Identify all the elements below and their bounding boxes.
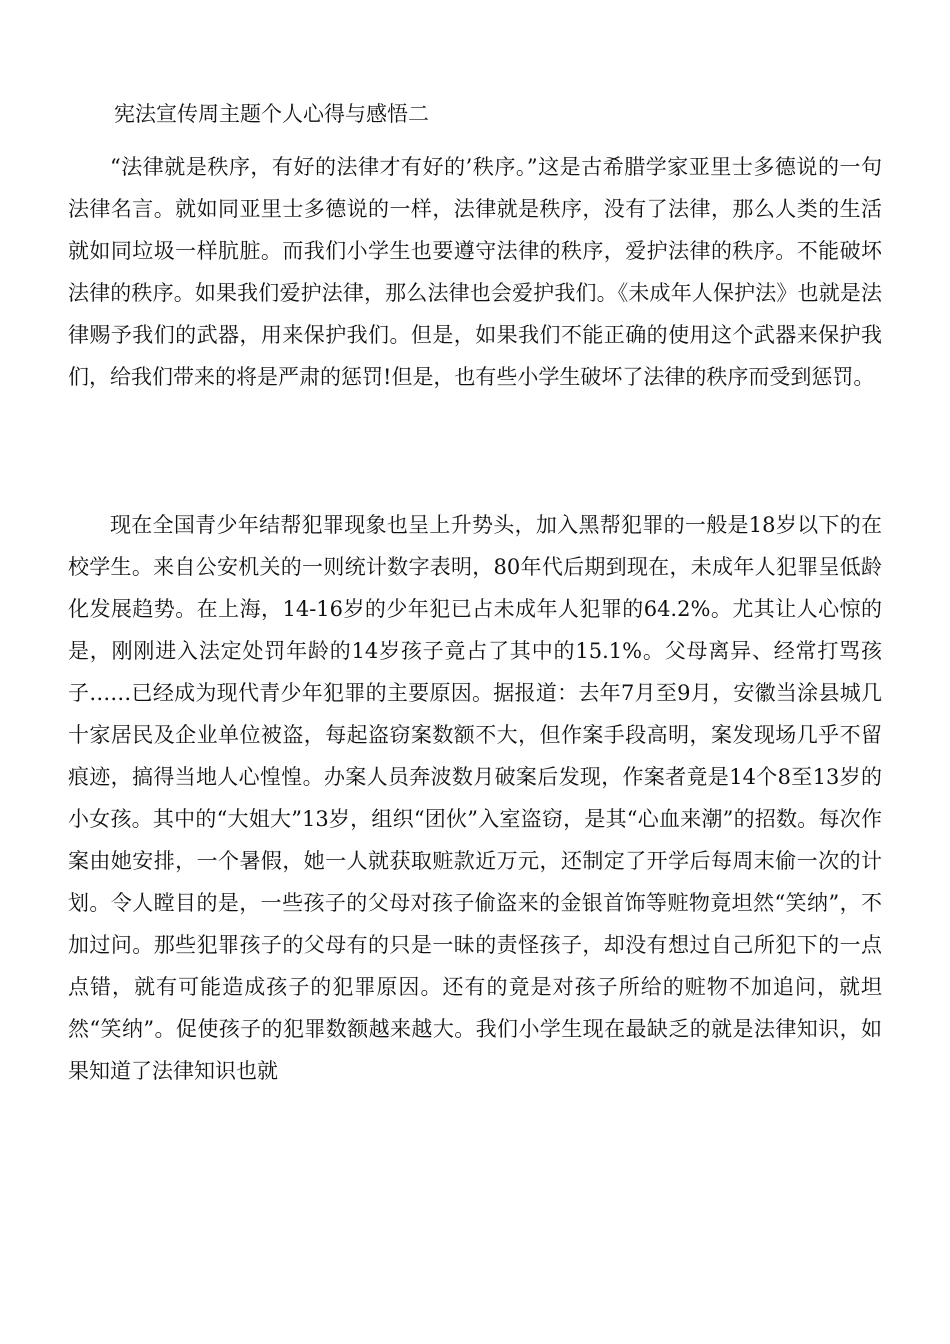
paragraph-1: “法律就是秩序，有好的法律才有好的’秩序。”这是古希腊学家亚里士多德说的一句法律名言。就如同亚里士多德说的一样，法律就是秩序，没有了法律，那么人类的生活就如同垃圾一样肮脏。而我们小学生也要遵守法律的秩序，爱护法律的秩序。不能破坏法律的秩序。如果我们爱护法律，那么法律也会爱护我们。《未成年人保护法》也就是法律赐予我们的武器，用来保护我们。但是，如果我们不能正确的使用这个武器来保护我们，给我们带来的将是严肃的惩罚!但是，也有些小学生破坏了法律的秩序而受到惩罚。 <box>68 155 882 389</box>
document-title: 宪法宣传周主题个人心得与感悟二 <box>114 102 429 126</box>
paragraph-2: 现在全国青少年结帮犯罪现象也呈上升势头，加入黑帮犯罪的一般是18岁以下的在校学生。来自公安机关的一则统计数字表明，80年代后期到现在，未成年人犯罪呈低龄化发展趋势。在上海，14-16岁的少年犯已占未成年人犯罪的64.2%。尤其让人心惊的是，刚刚进入法定处罚年龄的14岁孩子竟占了其中的15.1%。父母离异、经常打骂孩子……已经成为现代青少年犯罪的主要原因。据报道：去年7月至9月，安徽当涂县城几十家居民及企业单位被盗，每起盗窃案数额不大，但作案手段高明，案发现场几乎不留痕迹，搞得当地人心惶惶。办案人员奔波数月破案后发现，作案者竟是14个8至13岁的小女孩。其中的“大姐大”13岁，组织“团伙”入室盗窃，是其“心血来潮”的招数。每次作案由她安排，一个暑假，她一人就获取赃款近万元，还制定了开学后每周末偷一次的计划。令人瞠目的是，一些孩子的父母对孩子偷盗来的金银首饰等赃物竟坦然“笑纳”，不加过问。那些犯罪孩子的父母有的只是一昧的责怪孩子，却没有想过自己所犯下的一点点错，就有可能造成孩子的犯罪原因。还有的竟是对孩子所给的赃物不加追问，就坦然“笑纳”。促使孩子的犯罪数额越来越大。我们小学生现在最缺乏的就是法律知识，如果知道了法律知识也就 <box>68 513 882 1083</box>
